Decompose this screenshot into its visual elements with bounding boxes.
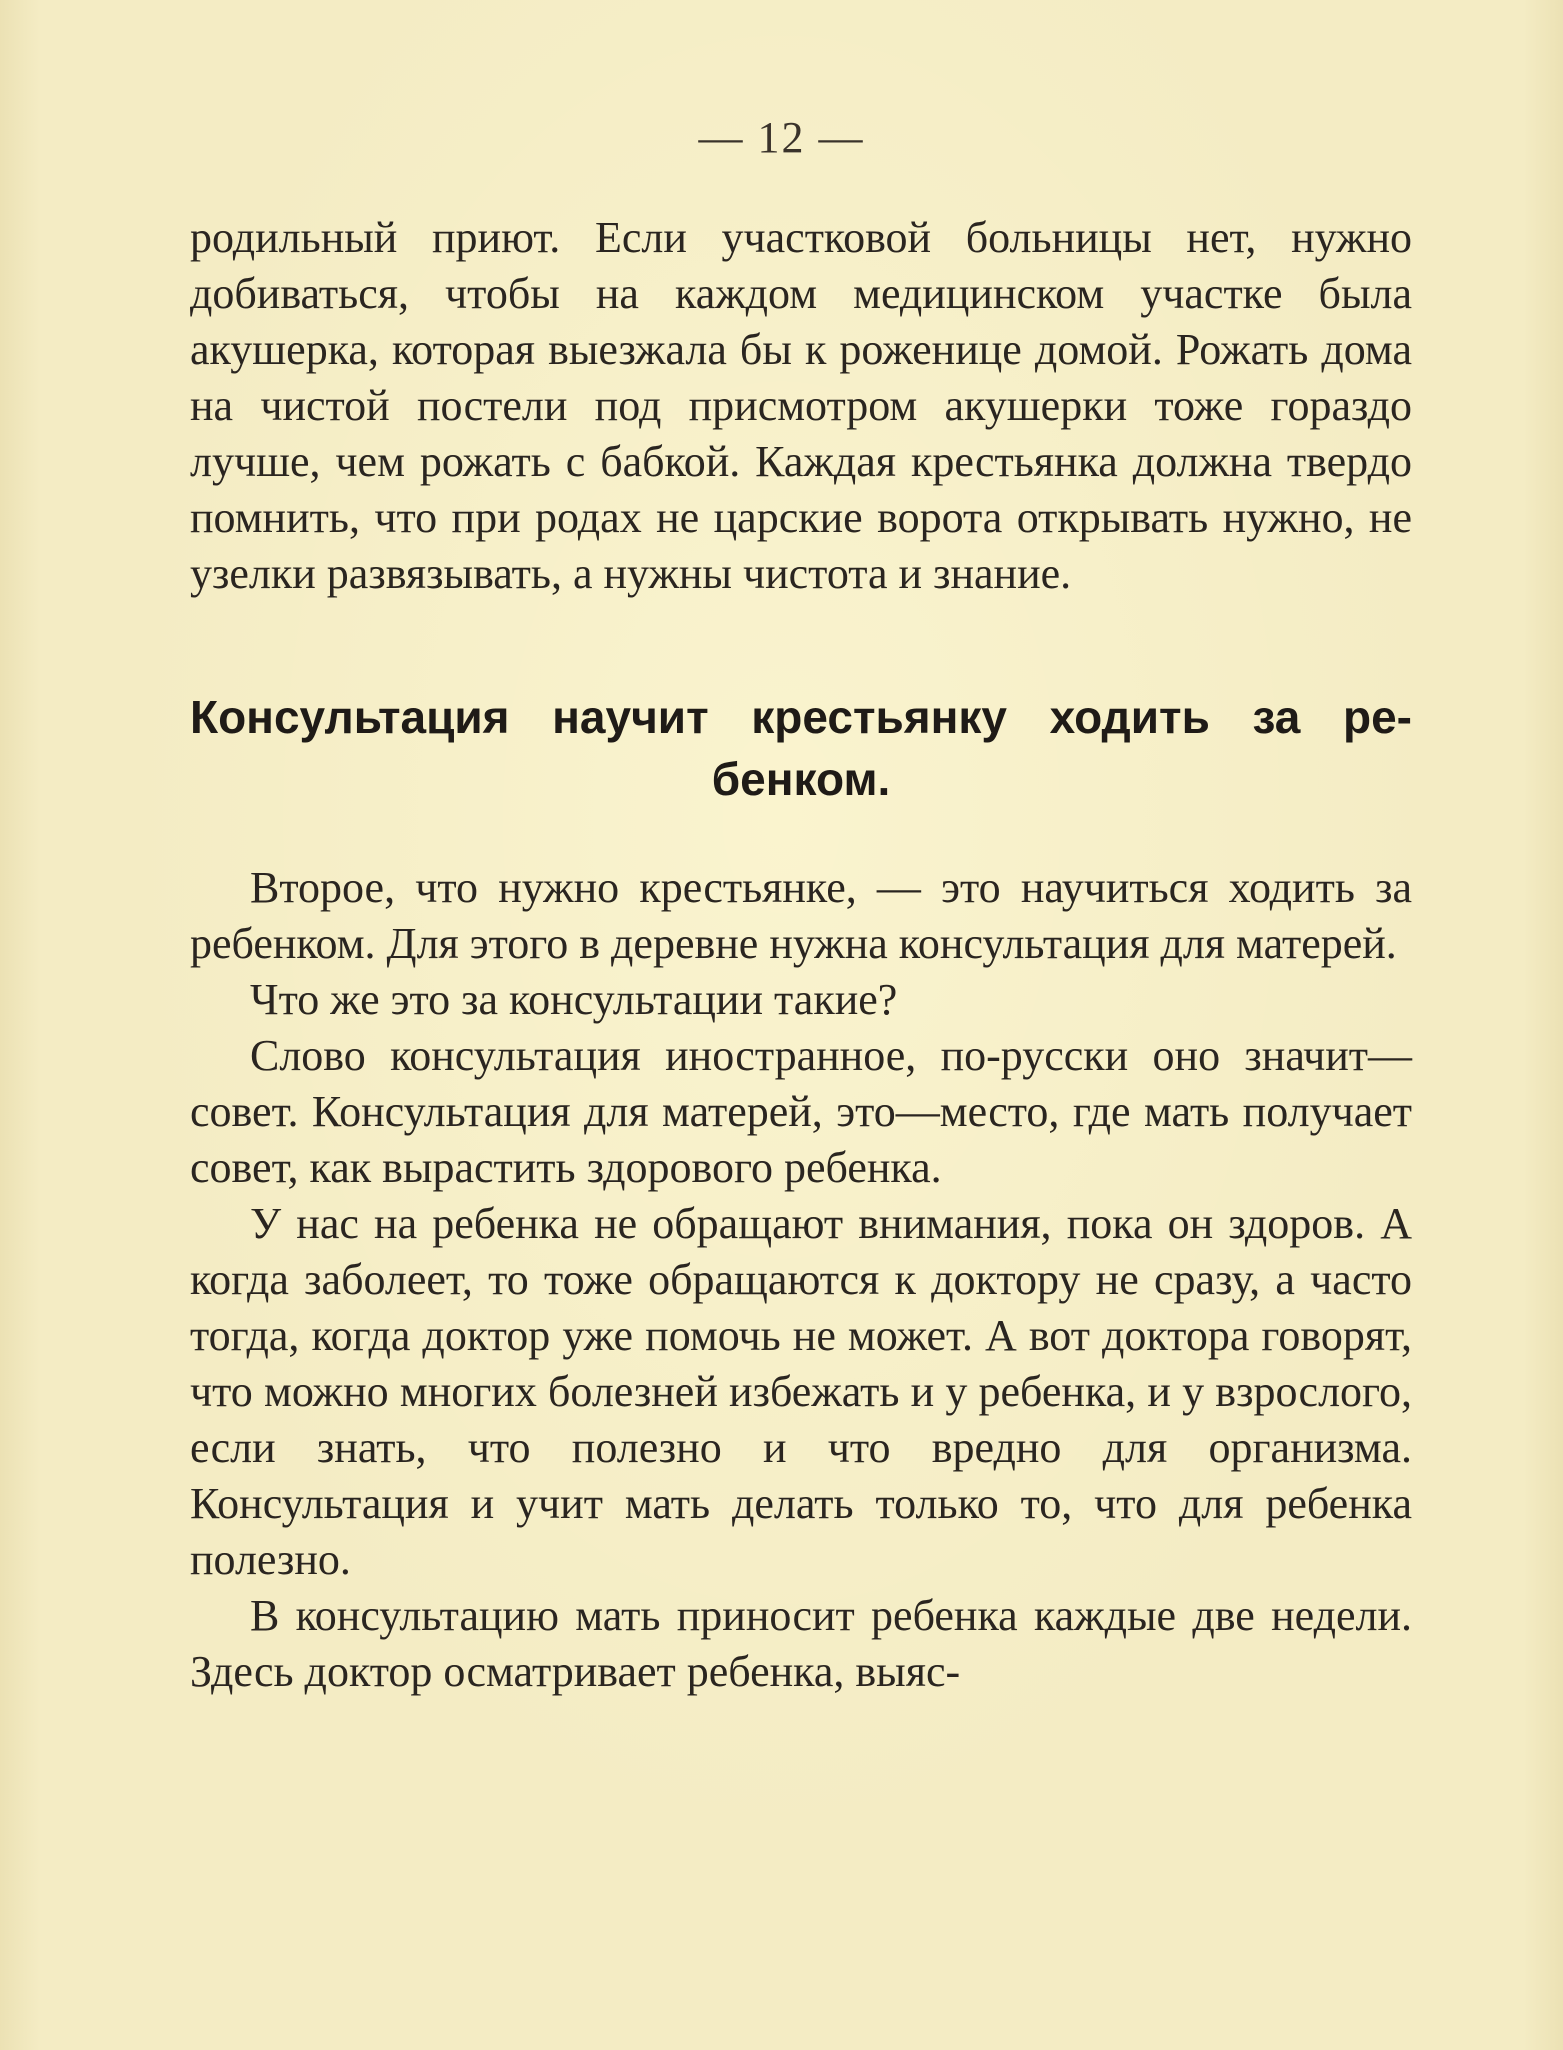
body-paragraph: У нас на ребенка не обращают внимания, пока он здоров. А когда заболеет, то тоже обращаются к доктору не сразу, а часто тогда, когда доктор уже помочь не может. А вот доктора говорят, что можно многих болезней избежать и у ребенка, и у взрослого, если знать, что полезно и что вредно для организма. Консультация и учит мать делать только то, что для ребенка полезно. [190, 1199, 1412, 1584]
section-heading-line-2: бенком. [711, 753, 891, 805]
body-paragraph: В консультацию мать приносит ребенка каждые две недели. Здесь доктор осматривает ребенка, выяс- [190, 1591, 1412, 1696]
intro-paragraph: родильный приют. Если участковой больницы нет, нужно добиваться, чтобы на каждом медицинском участке была акушерка, которая выезжала бы к роженице домой. Рожать дома на чистой постели под присмотром акушерки тоже гораздо лучше, чем рожать с бабкой. Каждая крестьянка должна твердо помнить, что при родах не царские ворота открывать нужно, не узелки развязывать, а нужны чистота и знание. [190, 213, 1412, 598]
page-number: — 12 — [698, 113, 865, 162]
page-content [190, 210, 1412, 1700]
body-paragraph: Что же это за консультации такие? [250, 975, 898, 1024]
body-paragraph: Второе, что нужно крестьянке, — это научиться ходить за ребенком. Для этого в деревне нужна консультация для матерей. [190, 863, 1412, 968]
body-paragraph: Слово консультация иностранное, по-русски оно значит—совет. Консультация для матерей, это—место, где мать получает совет, как вырастить здорового ребенка. [190, 1031, 1412, 1192]
section-heading [190, 686, 1412, 810]
section-heading-line-1: Консультация научит крестьянку ходить за ре- [190, 691, 1412, 743]
